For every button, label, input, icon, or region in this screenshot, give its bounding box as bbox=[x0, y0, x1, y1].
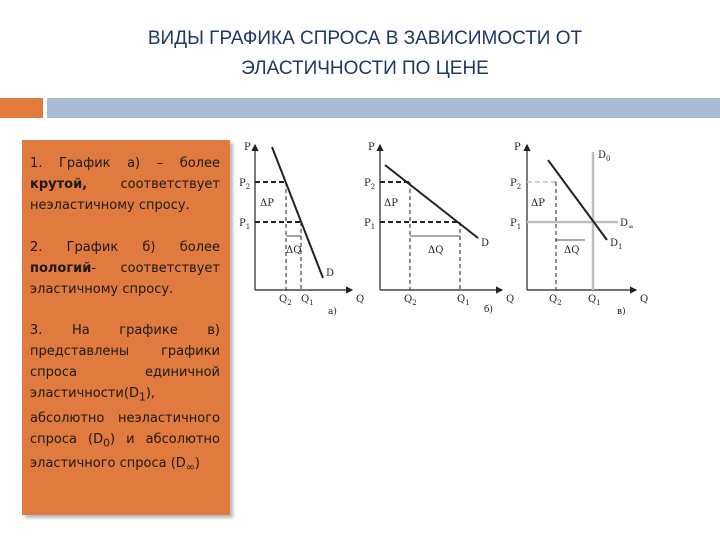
graph-a-p2-label: $P_2$ bbox=[239, 178, 251, 191]
graph-c-d1-label: $D_1$ bbox=[610, 238, 623, 251]
graph-c-q1-label: $Q_1$ bbox=[588, 294, 601, 307]
title-line-2: ЭЛАСТИЧНОСТИ ПО ЦЕНЕ bbox=[241, 58, 489, 79]
graph-c-d1-line bbox=[548, 160, 607, 240]
graph-b-p2-label: $P_2$ bbox=[364, 178, 376, 191]
graph-c-p2-label: $P_2$ bbox=[510, 178, 522, 191]
graph-a-q-label: Q bbox=[356, 294, 365, 305]
graph-c-q2-label: $Q_2$ bbox=[549, 294, 562, 307]
graph-b-p-label: P bbox=[368, 142, 375, 153]
graph-c-p1-label: $P_1$ bbox=[510, 218, 522, 231]
graph-b-p1-label: $P_1$ bbox=[364, 218, 376, 231]
graph-c-dp-label: ΔP bbox=[531, 198, 545, 209]
graph-c-tag: в) bbox=[617, 307, 626, 317]
graph-a-p1-label: $P_1$ bbox=[239, 218, 251, 231]
item-1-text: 1. График а) – более крутой, соответствует неэластичному спросу. bbox=[30, 156, 220, 213]
graph-a-q2-label: $Q_2$ bbox=[279, 294, 292, 307]
graph-b-dq-label: ΔQ bbox=[428, 245, 444, 256]
graph-b-q1-label: $Q_1$ bbox=[457, 294, 470, 307]
graph-b-tag: б) bbox=[484, 305, 493, 315]
graph-a-q1-label: $Q_1$ bbox=[301, 294, 314, 307]
graph-a-d-label: D bbox=[326, 268, 335, 279]
graph-c-dinf-label: $D_\infty$ bbox=[620, 218, 634, 231]
graph-b-demand-line bbox=[385, 165, 478, 238]
graph-c-d0-label: $D_0$ bbox=[598, 150, 611, 163]
graph-c bbox=[510, 142, 648, 317]
graph-b bbox=[364, 142, 514, 315]
graph-b-d-label: D bbox=[481, 238, 490, 249]
graph-a bbox=[239, 142, 364, 317]
graph-c-dq-label: ΔQ bbox=[564, 245, 580, 256]
graph-a-dp-label: ΔP bbox=[260, 198, 274, 209]
title-line-1: ВИДЫ ГРАФИКА СПРОСА В ЗАВИСИМОСТИ ОТ bbox=[147, 28, 583, 49]
graph-b-q2-label: $Q_2$ bbox=[404, 294, 417, 307]
graph-a-dq-label: ΔQ bbox=[286, 245, 302, 256]
graph-c-p-label: P bbox=[514, 142, 521, 153]
graph-b-q-label: Q bbox=[506, 294, 515, 305]
item-3-text: 3. На графике в) представлены графики спроса единичной $эластичности(D_1)$, абсолютно неэластичного спроса $(D_0)$ и абсолютно эластичного спроса $(D_\infty)$ bbox=[30, 323, 220, 474]
graph-b-dp-label: ΔP bbox=[384, 198, 398, 209]
graph-a-tag: а) bbox=[328, 307, 337, 317]
item-2-text: 2. График б) более пологий- соответствует эластичному спросу. bbox=[30, 240, 220, 297]
graph-a-p-label: P bbox=[244, 142, 251, 153]
graph-a-demand-line bbox=[272, 147, 323, 278]
graph-c-q-label: Q bbox=[640, 294, 649, 305]
